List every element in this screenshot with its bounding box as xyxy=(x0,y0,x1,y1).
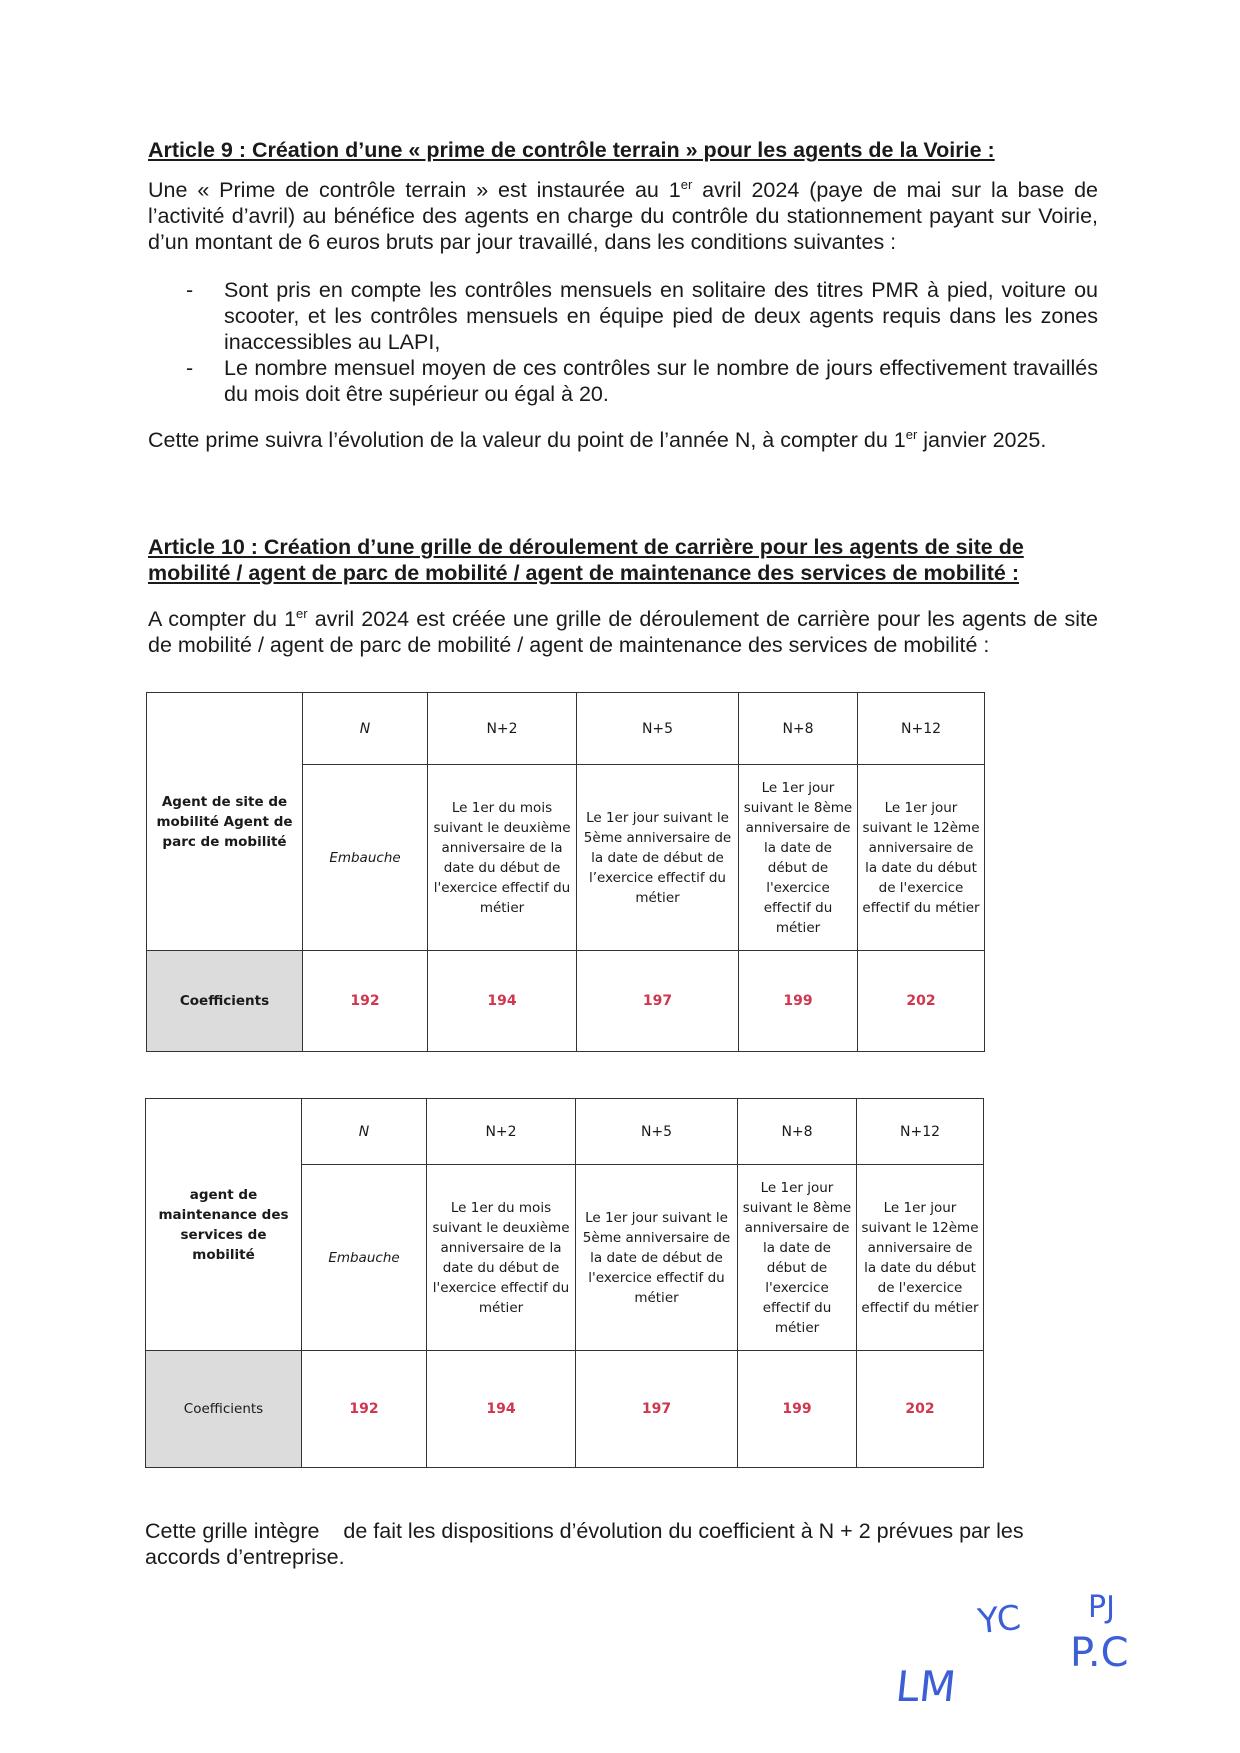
bullet-dash: - xyxy=(186,356,194,380)
coefficient-value: 194 xyxy=(427,1351,576,1468)
career-grid-table-1 xyxy=(146,692,985,1052)
coefficient-value: 194 xyxy=(428,951,577,1052)
article-10-heading: Article 10 : Création d’une grille de déroulement de carrière pour les agents de site de mobilité / agent de parc de mobilité / agent de maintenance des services de mobilité : xyxy=(148,535,1024,585)
condition-cell: Embauche xyxy=(303,765,428,951)
condition-cell: Le 1er jour suivant le 12ème anniversaire de la date du début de l'exercice effectif du métier xyxy=(857,1165,984,1351)
coefficient-value: 199 xyxy=(738,1351,857,1468)
list-item: - Sont pris en compte les contrôles mensuels en solitaire des titres PMR à pied, voiture ou scooter, et les contrôles mensuels en équipe pied de deux agents requis dans les zones inaccessibles au LAPI, xyxy=(186,278,1098,354)
condition-cell: Embauche xyxy=(302,1165,427,1351)
initials-lm: LM xyxy=(893,1662,959,1711)
header-cell: N+12 xyxy=(858,693,985,765)
initials-yc: YC xyxy=(976,1597,1023,1643)
condition-cell: Le 1er du mois suivant le deuxième anniversaire de la date du début de l'exercice effectif du métier xyxy=(428,765,577,951)
coefficients-label: Coefficients xyxy=(146,1351,302,1468)
condition-cell: Le 1er jour suivant le 5ème anniversaire de la date de début de l'exercice effectif du métier xyxy=(576,1165,738,1351)
conditions-list xyxy=(148,277,1098,407)
article-9-paragraph: Une « Prime de contrôle terrain » est instaurée au 1er avril 2024 (paye de mai sur la base de l’activité d’avril) au bénéfice des agents en charge du contrôle du stationnement payant sur Voirie, d’un montant de 6 euros bruts par jour travaillé, dans les conditions suivantes : xyxy=(148,177,1098,254)
career-grid-table-2 xyxy=(145,1098,984,1468)
coefficient-value: 202 xyxy=(857,1351,984,1468)
header-cell: N xyxy=(303,693,428,765)
header-cell: N+5 xyxy=(576,1099,738,1165)
initials-pc: P.C xyxy=(1070,1630,1129,1676)
bullet-dash: - xyxy=(186,278,194,302)
condition-cell: Le 1er jour suivant le 8ème anniversaire de la date de début de l'exercice effectif du métier xyxy=(738,1165,857,1351)
condition-cell: Le 1er jour suivant le 8ème anniversaire de la date de début de l'exercice effectif du métier xyxy=(739,765,858,951)
header-cell: N+8 xyxy=(739,693,858,765)
header-cell: N xyxy=(302,1099,427,1165)
list-item: - Le nombre mensuel moyen de ces contrôles sur le nombre de jours effectivement travaillés du mois doit être supérieur ou égal à 20. xyxy=(186,356,1098,406)
closing-paragraph: Cette grille intègre de fait les dispositions d’évolution du coefficient à N + 2 prévues par les accords d’entreprise. xyxy=(145,1519,1030,1569)
coefficient-value: 197 xyxy=(576,1351,738,1468)
coefficient-value: 199 xyxy=(739,951,858,1052)
agent-label: Agent de site de mobilité Agent de parc de mobilité xyxy=(147,693,303,951)
header-cell: N+12 xyxy=(857,1099,984,1165)
article-10-paragraph: A compter du 1er avril 2024 est créée une grille de déroulement de carrière pour les agents de site de mobilité / agent de parc de mobilité / agent de maintenance des services de mobilité : xyxy=(148,606,1098,657)
coefficient-value: 197 xyxy=(577,951,739,1052)
coefficients-label: Coefficients xyxy=(147,951,303,1052)
article-10 xyxy=(148,534,1098,658)
agent-label: agent de maintenance des services de mobilité xyxy=(146,1099,302,1351)
article-9-closing: Cette prime suivra l’évolution de la valeur du point de l’année N, à compter du 1er janvier 2025. xyxy=(148,427,1047,452)
header-cell: N+5 xyxy=(577,693,739,765)
article-9-heading: Article 9 : Création d’une « prime de contrôle terrain » pour les agents de la Voirie : xyxy=(148,138,995,162)
coefficient-value: 192 xyxy=(302,1351,427,1468)
coefficient-value: 202 xyxy=(858,951,985,1052)
condition-cell: Le 1er jour suivant le 5ème anniversaire de la date de début de l’exercice effectif du métier xyxy=(577,765,739,951)
header-cell: N+2 xyxy=(428,693,577,765)
initials-pj: PJ xyxy=(1088,1590,1115,1625)
condition-cell: Le 1er du mois suivant le deuxième anniversaire de la date du début de l'exercice effectif du métier xyxy=(427,1165,576,1351)
header-cell: N+8 xyxy=(738,1099,857,1165)
article-9 xyxy=(148,137,1098,453)
condition-cell: Le 1er jour suivant le 12ème anniversaire de la date du début de l'exercice effectif du métier xyxy=(858,765,985,951)
coefficient-value: 192 xyxy=(303,951,428,1052)
header-cell: N+2 xyxy=(427,1099,576,1165)
